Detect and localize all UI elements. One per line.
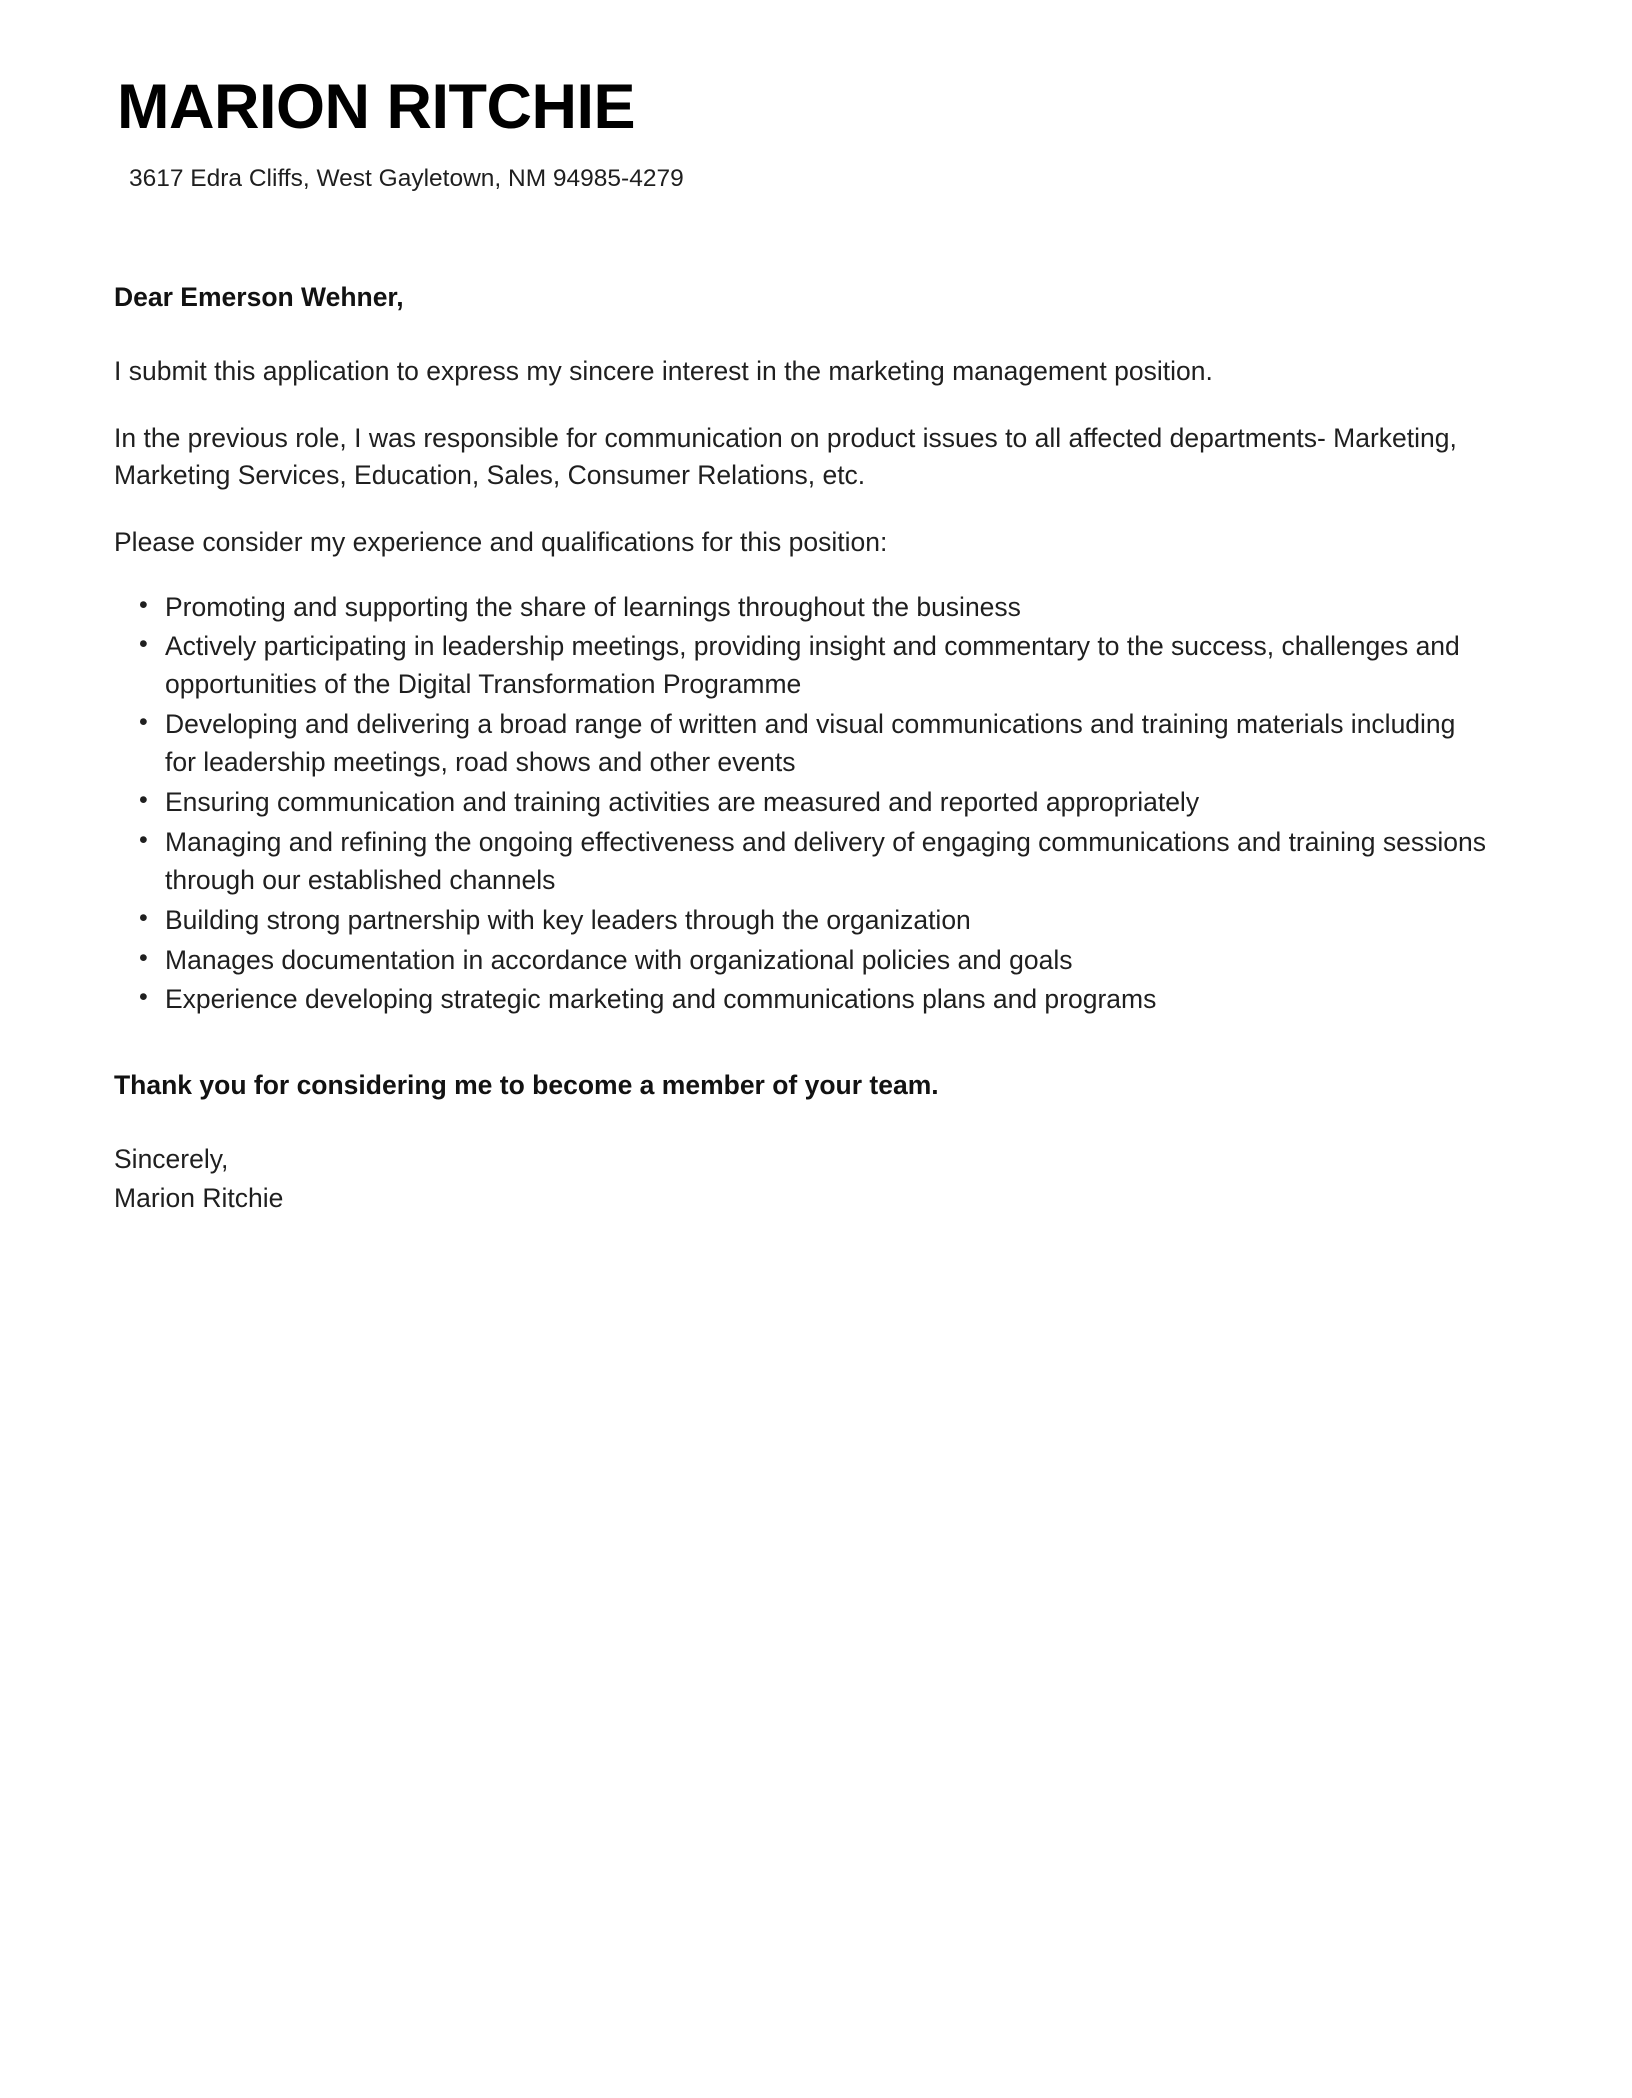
applicant-address: 3617 Edra Cliffs, West Gayletown, NM 94985-4279: [129, 165, 684, 192]
qualifications-list: [114, 589, 1489, 1020]
salutation: Dear Emerson Wehner,: [114, 282, 404, 313]
list-item: • Promoting and supporting the share of learnings throughout the business: [114, 589, 1489, 627]
applicant-name: MARION RITCHIE: [117, 72, 635, 142]
list-item: • Developing and delivering a broad range of written and visual communications and training materials including for leadership meetings, road shows and other events: [114, 706, 1489, 782]
letter-content: [114, 280, 1492, 1217]
letterhead: [112, 72, 1492, 196]
thank-you-line: Thank you for considering me to become a member of your team.: [114, 1070, 939, 1101]
closing-word: Sincerely,: [114, 1144, 229, 1175]
list-item: • Managing and refining the ongoing effectiveness and delivery of engaging communications and training sessions through our established channels: [114, 824, 1489, 900]
qualifications-lead-in: Please consider my experience and qualifications for this position:: [114, 526, 888, 557]
experience-paragraph: In the previous role, I was responsible for communication on product issues to all affected departments- Marketing, Marketing Services, Education, Sales, Consumer Relations, etc.: [114, 422, 1457, 491]
signature-name: Marion Ritchie: [114, 1182, 284, 1213]
list-item: • Actively participating in leadership meetings, providing insight and commentary to the success, challenges and opportunities of the Digital Transformation Programme: [114, 628, 1489, 704]
list-item: • Experience developing strategic marketing and communications plans and programs: [114, 981, 1489, 1019]
signature-block: [114, 1140, 1492, 1217]
list-item: • Building strong partnership with key leaders through the organization: [114, 902, 1489, 940]
intro-paragraph: I submit this application to express my sincere interest in the marketing management position.: [114, 356, 1213, 387]
cover-letter-body: [112, 72, 1492, 1217]
list-item: • Manages documentation in accordance with organizational policies and goals: [114, 942, 1489, 980]
list-item: • Ensuring communication and training activities are measured and reported appropriately: [114, 784, 1489, 822]
